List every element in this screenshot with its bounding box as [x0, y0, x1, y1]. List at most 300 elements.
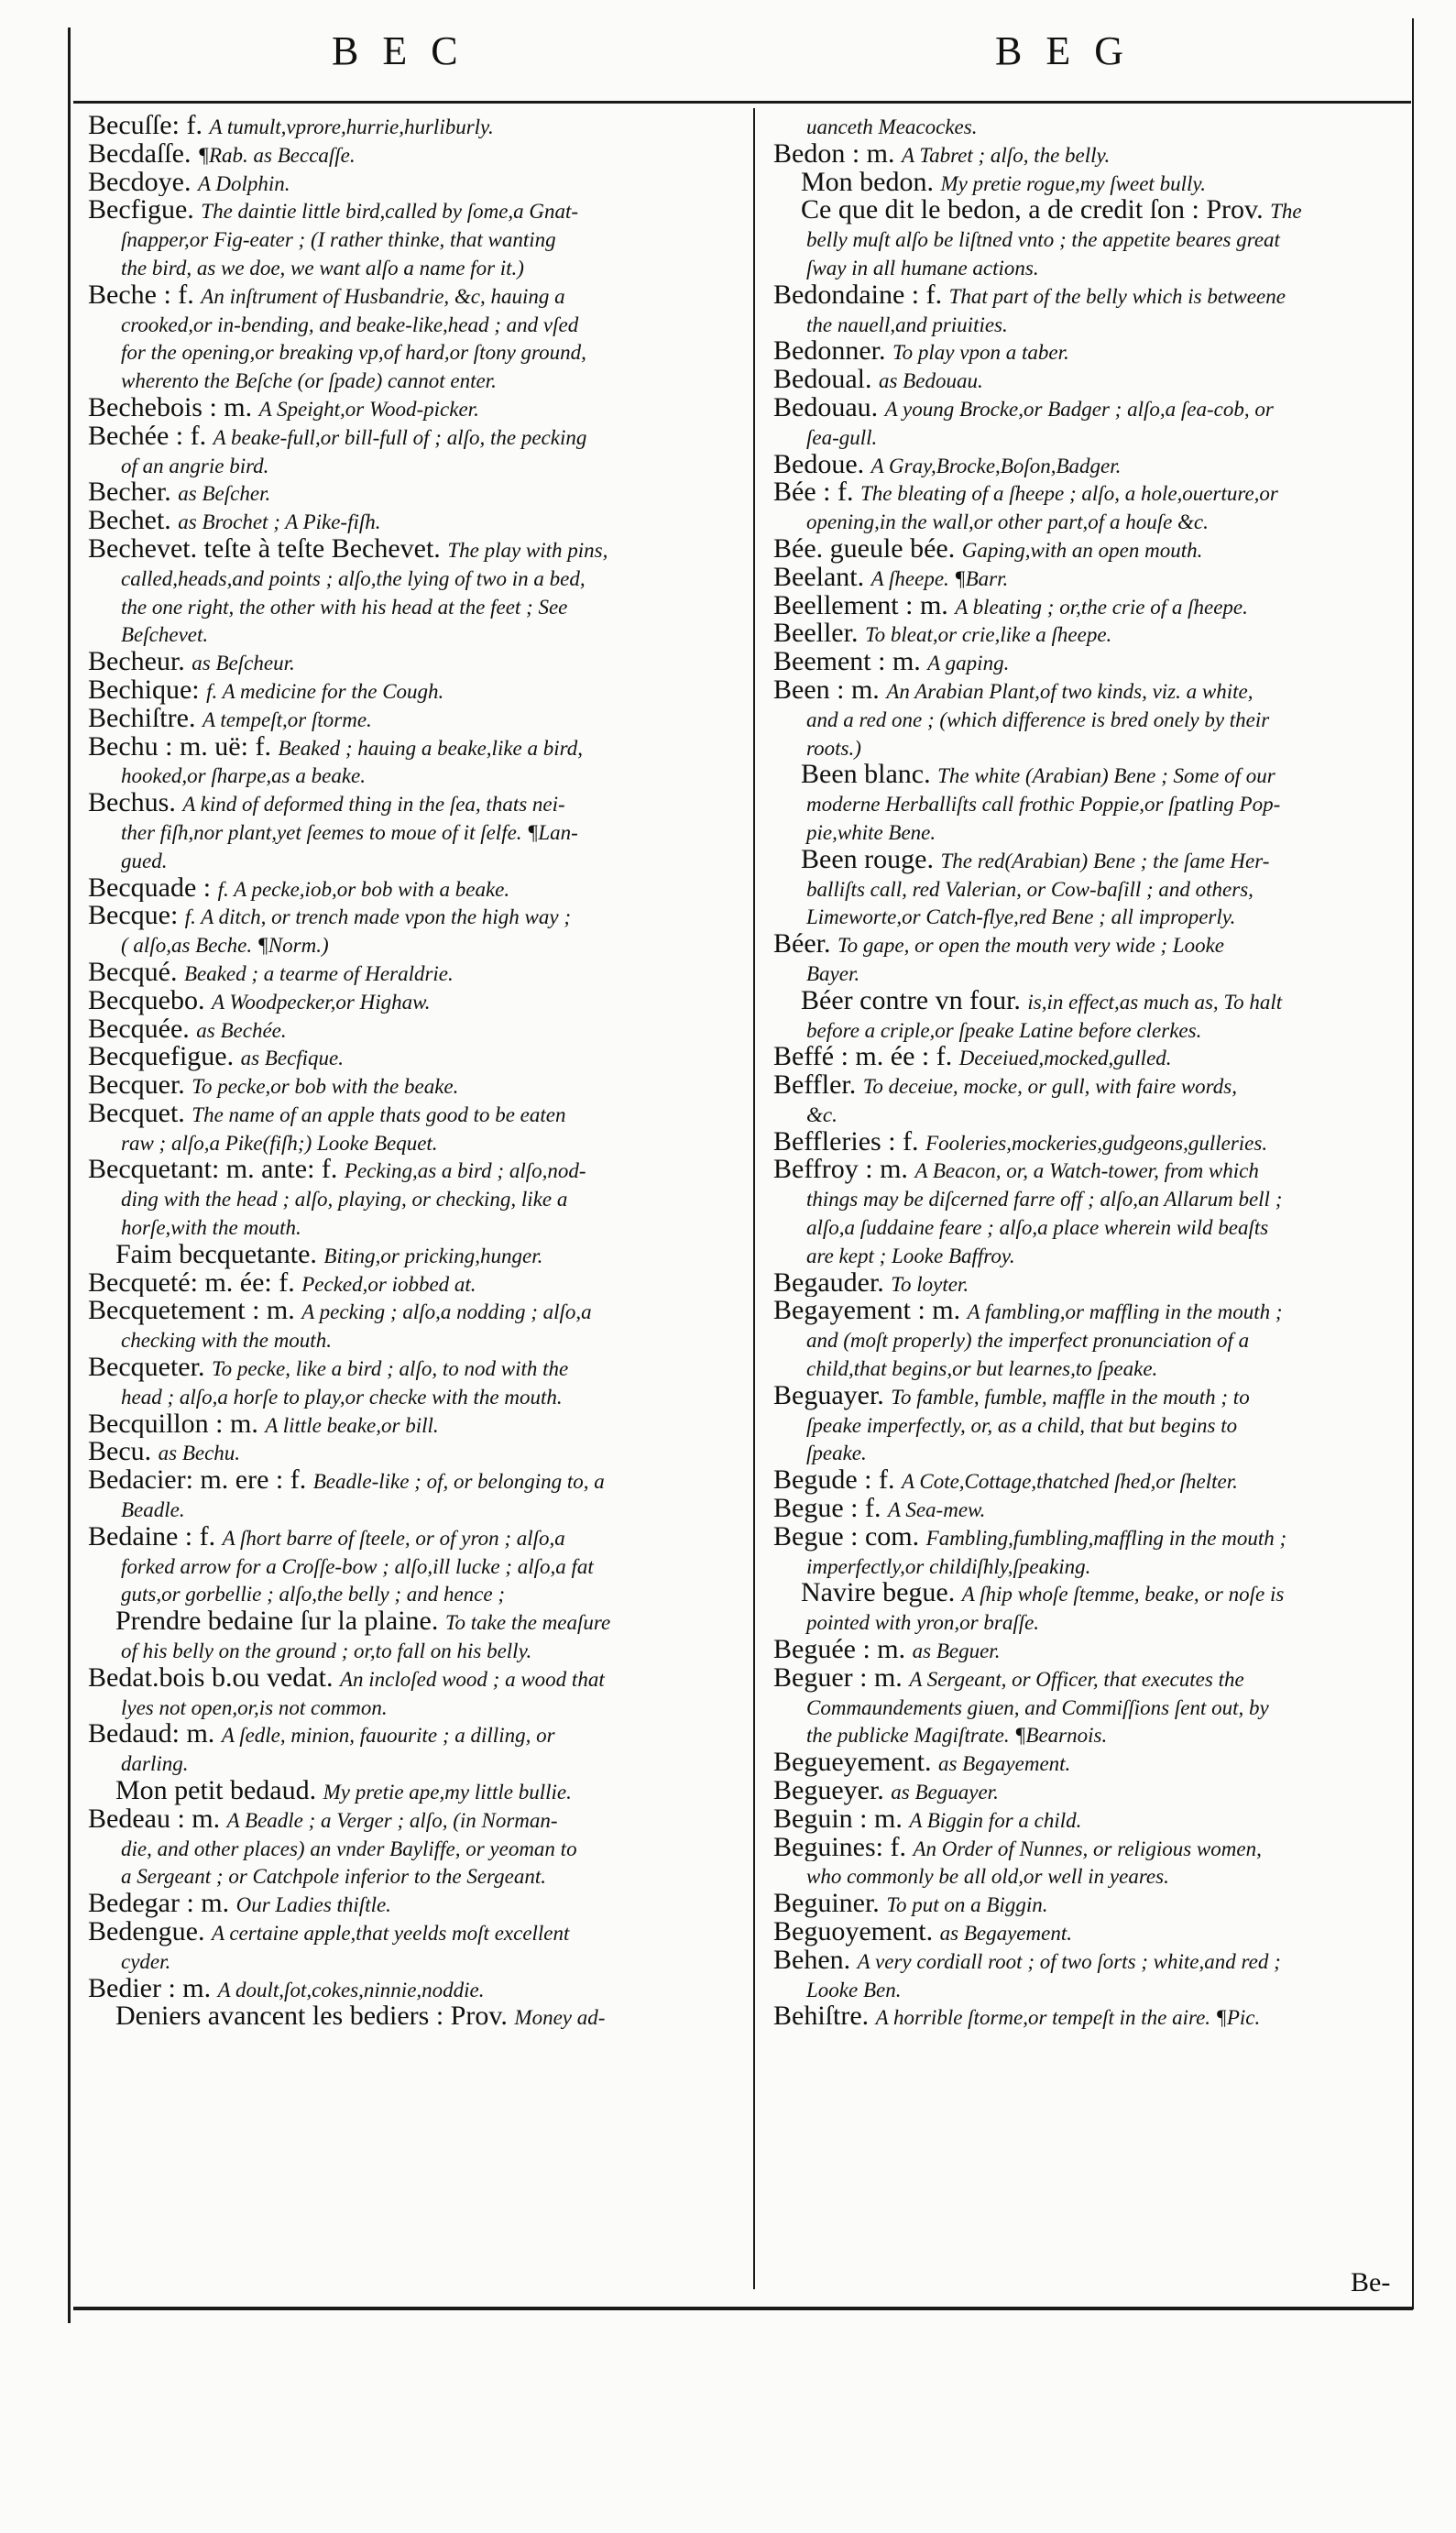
entry-line — [88, 253, 740, 281]
entry-definition: A Biggin for a child. — [909, 1808, 1082, 1832]
entry-headword: Bedoual. — [773, 366, 879, 394]
entry-line — [773, 507, 1411, 535]
entry-line — [773, 1297, 1411, 1325]
entry-definition: ther fiſh,nor plant,yet ſeemes to moue of it ſelfe. ¶Lan- — [121, 820, 578, 844]
entry-headword: Been : m. — [773, 675, 887, 705]
entry-definition: To deceiue, mocke, or gull, with faire words, — [862, 1075, 1237, 1099]
entry-headword: Mon petit bedaud. — [115, 1777, 323, 1805]
entry-headword: Begueyer. — [773, 1777, 892, 1805]
entry-line — [88, 705, 740, 733]
entry-line — [88, 2002, 740, 2031]
entry-definition: To pecke, like a bird ; alſo, to nod with the — [211, 1357, 569, 1381]
entry-definition: uanceth Meacockes. — [806, 115, 978, 138]
entry-line — [88, 789, 740, 817]
entry-definition: pie,white Bene. — [806, 820, 936, 844]
entry-line — [773, 140, 1411, 169]
entry-definition: Pecked,or iobbed at. — [301, 1272, 476, 1296]
entry-definition: The white (Arabian) Bene ; Some of our — [937, 764, 1275, 788]
entry-line — [88, 1749, 740, 1777]
entry-line — [88, 1071, 740, 1100]
entry-headword: Bedacier: m. ere : f. — [88, 1466, 313, 1496]
entry-definition: is,in effect,as much as, To halt — [1027, 990, 1283, 1014]
entry-definition: Beadle. — [121, 1498, 185, 1522]
entry-definition: A Tabret ; alſo, the belly. — [902, 143, 1111, 167]
entry-line — [88, 874, 740, 903]
entry-headword: Beguée : m. — [773, 1636, 913, 1664]
entry-line — [773, 733, 1411, 762]
entry-line — [88, 1297, 740, 1325]
entry-line — [88, 676, 740, 705]
entry-headword: Begauder. — [773, 1268, 892, 1298]
entry-line — [88, 196, 740, 225]
entry-definition: A tempeſt,or ſtorme. — [202, 707, 372, 731]
entry-definition: A Sea-mew. — [887, 1498, 986, 1522]
entry-definition: the nauell,and priuities. — [806, 313, 1008, 336]
entry-headword: Becher. — [88, 478, 179, 508]
entry-line — [773, 1834, 1411, 1862]
entry-line — [773, 1636, 1411, 1664]
page-border-right — [1412, 18, 1414, 2309]
entry-line — [773, 1466, 1411, 1495]
entry-definition: ( alſo,as Beche. ¶Norm.) — [121, 934, 329, 958]
entry-definition: Beaked ; hauing a beake,like a bird, — [278, 736, 583, 760]
entry-headword: Bedegar : m. — [88, 1890, 236, 1918]
entry-headword: Beguayer. — [773, 1381, 892, 1410]
entry-line — [88, 1777, 740, 1805]
entry-line — [88, 1354, 740, 1382]
entry-headword: Beelant. — [773, 563, 871, 592]
entry-headword: Beffleries : f. — [773, 1127, 926, 1157]
entry-line — [773, 874, 1411, 903]
entry-line — [773, 1128, 1411, 1157]
entry-line — [773, 1890, 1411, 1918]
entry-line — [773, 1946, 1411, 1975]
catchword: Be- — [1351, 2267, 1391, 2297]
entry-definition: imperfectly,or childiſhly,ſpeaking. — [806, 1554, 1091, 1578]
entry-definition: cyder. — [121, 1949, 171, 1973]
entry-definition: The red(Arabian) Bene ; the ſame Her- — [940, 849, 1270, 872]
entry-line — [88, 1552, 740, 1580]
entry-headword: Bedat.bois b.ou vedat. — [88, 1663, 340, 1693]
entry-definition: as Becfique. — [240, 1047, 345, 1070]
entry-definition: as Beſcheur. — [192, 652, 295, 675]
entry-definition: The daintie little bird,called by ſome,a Gnat- — [201, 200, 579, 224]
entry-line — [773, 1749, 1411, 1777]
entry-headword: Bedeau : m. — [88, 1804, 227, 1834]
entry-definition: raw ; alſo,a Pike(fiſh;) Looke Bequet. — [121, 1131, 438, 1155]
entry-headword: Mon bedon. — [801, 168, 941, 197]
entry-headword: Bedengue. — [88, 1918, 212, 1946]
entry-headword: Beguiner. — [773, 1890, 887, 1918]
entry-definition: A fambling,or maffling in the mouth ; — [967, 1300, 1283, 1324]
entry-line — [773, 1241, 1411, 1269]
entry-definition: for the opening,or breaking vp,of hard,or ſtony ground, — [121, 341, 586, 365]
entry-headword: Beguer : m. — [773, 1663, 910, 1693]
entry-line — [88, 733, 740, 762]
entry-line — [773, 1410, 1411, 1439]
entry-definition: opening,in the wall,or other part,of a houſe &c. — [806, 510, 1209, 534]
entry-line — [773, 1156, 1411, 1184]
entry-line — [88, 1636, 740, 1664]
entry-definition: The name of an apple thats good to be eaten — [192, 1102, 566, 1126]
entry-headword: Begueyement. — [773, 1749, 938, 1778]
entry-line — [773, 1100, 1411, 1128]
entry-line — [773, 337, 1411, 366]
entry-headword: Been rouge. — [801, 845, 941, 874]
entry-line — [88, 1269, 740, 1298]
entry-definition: A very cordiall root ; of two ſorts ; white,and red ; — [857, 1949, 1281, 1973]
entry-line — [88, 1241, 740, 1269]
entry-line — [773, 676, 1411, 705]
entry-line — [88, 140, 740, 169]
entry-line — [88, 1495, 740, 1523]
entry-definition: ding with the head ; alſo, playing, or checking, like a — [121, 1188, 568, 1212]
entry-line — [88, 1382, 740, 1410]
entry-line — [88, 451, 740, 479]
entry-line — [773, 1184, 1411, 1212]
entry-line — [773, 478, 1411, 507]
entry-definition: An inſtrument of Husbandrie, &c, hauing a — [201, 284, 565, 308]
entry-headword: Beguin : m. — [773, 1804, 910, 1834]
entry-line — [88, 1043, 740, 1071]
entry-line — [88, 846, 740, 874]
entry-line — [773, 1043, 1411, 1071]
entry-headword: Becquebo. — [88, 986, 212, 1015]
entry-line — [88, 366, 740, 394]
entry-definition: of an angrie bird. — [121, 454, 269, 477]
entry-definition: and a red one ; (which difference is bred onely by their — [806, 707, 1270, 731]
entry-line — [773, 169, 1411, 197]
entry-headword: Beguoyement. — [773, 1918, 940, 1946]
entry-definition: An Arabian Plant,of two kinds, viz. a white, — [886, 679, 1253, 703]
entry-line — [773, 366, 1411, 394]
entry-headword: Begude : f. — [773, 1466, 902, 1496]
entry-line — [88, 281, 740, 310]
entry-headword: Bechu : m. uë: f. — [88, 732, 279, 762]
entry-line — [88, 394, 740, 422]
entry-definition: as Beguayer. — [891, 1781, 999, 1804]
entry-definition: To loyter. — [891, 1272, 969, 1296]
entry-headword: Becqueté: m. ée: f. — [88, 1268, 302, 1298]
entry-line — [88, 535, 740, 564]
entry-headword: Faim becquetante. — [115, 1240, 324, 1269]
entry-line — [88, 310, 740, 338]
entry-definition: a Sergeant ; or Catchpole inferior to the Sergeant. — [121, 1865, 546, 1889]
entry-definition: A horrible ſtorme,or tempeſt in the aire. ¶Pic. — [875, 2006, 1261, 2030]
entry-headword: Prendre bedaine ſur la plaine. — [115, 1607, 445, 1637]
entry-headword: Becquetant: m. ante: f. — [88, 1156, 345, 1185]
entry-definition: f. A medicine for the Cough. — [206, 679, 444, 703]
entry-headword: Bechet. — [88, 507, 179, 535]
entry-line — [773, 422, 1411, 451]
entry-definition: head ; alſo,a horſe to play,or checke with the mouth. — [121, 1385, 563, 1409]
entry-line — [88, 1466, 740, 1495]
entry-headword: Bée. gueule bée. — [773, 534, 962, 564]
entry-definition: before a criple,or ſpeake Latine before clerkes. — [806, 1018, 1202, 1042]
entry-definition: A pecking ; alſo,a nodding ; alſo,a — [301, 1300, 592, 1324]
entry-definition: the one right, the other with his head at the feet ; See — [121, 595, 568, 619]
entry-headword: Beeller. — [773, 620, 865, 649]
entry-definition: lyes not open,or,is not common. — [121, 1695, 388, 1719]
entry-line — [773, 225, 1411, 253]
entry-definition: Money ad- — [514, 2006, 606, 2030]
entry-definition: A Beacon, or, a Watch-tower, from which — [914, 1159, 1259, 1183]
entry-definition: My pretie ape,my little bullie. — [323, 1781, 572, 1804]
entry-line — [88, 337, 740, 366]
entry-line — [88, 1325, 740, 1354]
entry-definition: My pretie rogue,my ſweet bully. — [940, 171, 1207, 195]
entry-definition: A certaine apple,that yeelds moſt excellent — [211, 1922, 570, 1945]
entry-headword: Behen. — [773, 1946, 858, 1975]
entry-headword: Becuſſe: f. — [88, 112, 210, 140]
entry-headword: Beement : m. — [773, 648, 928, 676]
footer-rule — [73, 2307, 1413, 2310]
entry-line — [88, 1946, 740, 1975]
entry-line — [88, 478, 740, 507]
entry-line — [773, 846, 1411, 874]
entry-definition: Beaked ; a tearme of Heraldrie. — [183, 961, 454, 985]
entry-definition: An Order of Nunnes, or religious women, — [913, 1837, 1262, 1860]
entry-line — [773, 1720, 1411, 1749]
entry-headword: Bechus. — [88, 789, 183, 817]
entry-line — [88, 1861, 740, 1890]
entry-line — [88, 1890, 740, 1918]
entry-line — [88, 112, 740, 140]
entry-headword: Becquer. — [88, 1071, 192, 1100]
entry-line — [773, 394, 1411, 422]
entry-line — [773, 817, 1411, 846]
entry-line — [88, 1834, 740, 1862]
entry-definition: Biting,or pricking,hunger. — [323, 1244, 543, 1267]
entry-line — [773, 789, 1411, 817]
entry-definition: A doult,ſot,cokes,ninnie,noddie. — [217, 1978, 485, 2001]
entry-line — [88, 1438, 740, 1466]
entry-line — [773, 1438, 1411, 1466]
entry-definition: as Brochet ; A Pike-fiſh. — [178, 510, 381, 534]
entry-definition: f. A ditch, or trench made vpon the high way ; — [184, 905, 571, 929]
entry-line — [773, 902, 1411, 930]
entry-headword: Been blanc. — [801, 761, 938, 790]
entry-line — [88, 225, 740, 253]
entry-headword: Beellement : m. — [773, 591, 956, 620]
entry-headword: Begayement : m. — [773, 1297, 968, 1326]
entry-line — [88, 1156, 740, 1184]
entry-definition: things may be diſcerned farre off ; alſo,an Allarum bell ; — [806, 1188, 1283, 1212]
entry-definition: Fambling,fumbling,maffling in the mouth ; — [925, 1526, 1287, 1550]
entry-definition: of his belly on the ground ; or,to fall on his belly. — [121, 1639, 532, 1663]
entry-line — [773, 281, 1411, 310]
entry-definition: who commonly be all old,or well in yeares. — [806, 1865, 1169, 1889]
entry-headword: Beffler. — [773, 1071, 863, 1100]
entry-headword: Becqueter. — [88, 1354, 212, 1382]
entry-line — [773, 112, 1411, 140]
entry-definition: A gaping. — [927, 652, 1010, 675]
entry-line — [88, 648, 740, 676]
entry-line — [773, 1523, 1411, 1552]
entry-line — [773, 1382, 1411, 1410]
entry-line — [773, 1071, 1411, 1100]
left-column — [88, 112, 740, 2031]
entry-line — [88, 817, 740, 846]
entry-headword: Beguines: f. — [773, 1833, 914, 1862]
entry-line — [88, 1918, 740, 1946]
entry-definition: as Bechée. — [196, 1018, 287, 1042]
column-divider — [753, 108, 755, 2289]
entry-headword: Becquillon : m. — [88, 1409, 266, 1439]
entry-definition: as Begayement. — [937, 1752, 1071, 1776]
entry-headword: Navire begue. — [801, 1579, 962, 1608]
header-rule — [73, 101, 1411, 104]
entry-line — [773, 1777, 1411, 1805]
entry-definition: Limeworte,or Catch-flye,red Bene ; all improperly. — [806, 905, 1236, 929]
entry-headword: Becque: — [88, 902, 185, 931]
entry-headword: Bedon : m. — [773, 139, 902, 169]
entry-headword: Bedoue. — [773, 450, 871, 479]
entry-definition: balliſts call, red Valerian, or Cow-baſill ; and others, — [806, 877, 1253, 901]
entry-definition: A ſheepe. ¶Barr. — [870, 566, 1009, 590]
entry-definition: To play vpon a taber. — [892, 341, 1069, 365]
entry-definition: ſea-gull. — [806, 425, 878, 449]
entry-line — [773, 535, 1411, 564]
entry-headword: Bechebois : m. — [88, 393, 259, 422]
entry-line — [773, 930, 1411, 959]
entry-headword: Béer. — [773, 930, 837, 959]
entry-definition: ſway in all humane actions. — [806, 256, 1039, 280]
entry-line — [88, 987, 740, 1015]
page-border-left — [68, 27, 71, 2323]
entry-line — [773, 1607, 1411, 1636]
entry-line — [773, 1325, 1411, 1354]
entry-headword: Bechevet. teſte à teſte Bechevet. — [88, 534, 448, 564]
entry-line — [773, 564, 1411, 592]
entry-line — [88, 1212, 740, 1241]
entry-headword: Becdoye. — [88, 168, 198, 197]
entry-definition: pointed with yron,or braſſe. — [806, 1611, 1040, 1635]
entry-definition: called,heads,and points ; alſo,the lying of two in a bed, — [121, 566, 586, 590]
entry-headword: Becheur. — [88, 648, 192, 676]
entry-definition: A Cote,Cottage,thatched ſhed,or ſhelter. — [901, 1470, 1238, 1494]
entry-line — [773, 1579, 1411, 1607]
entry-headword: Deniers avancent les bediers : Prov. — [115, 2002, 515, 2032]
entry-definition: Beadle-like ; of, or belonging to, a — [312, 1470, 605, 1494]
entry-headword: Bedouau. — [773, 393, 885, 422]
entry-line — [88, 1579, 740, 1607]
entry-line — [773, 592, 1411, 620]
entry-line — [773, 1269, 1411, 1298]
entry-headword: Becqué. — [88, 958, 184, 987]
entry-line — [773, 1552, 1411, 1580]
entry-headword: Becquet. — [88, 1099, 192, 1128]
entry-definition: ſnapper,or Fig-eater ; (I rather thinke, that wanting — [121, 228, 556, 252]
entry-definition: forked arrow for a Croſſe-bow ; alſo,ill lucke ; alſo,a fat — [121, 1554, 594, 1578]
entry-definition: Commaundements giuen, and Commiſſions ſent out, by — [806, 1695, 1269, 1719]
entry-definition: A Dolphin. — [197, 171, 290, 195]
entry-line — [88, 1720, 740, 1749]
entry-line — [88, 592, 740, 620]
entry-line — [88, 902, 740, 930]
entry-line — [88, 507, 740, 535]
entry-line — [88, 620, 740, 648]
entry-line — [773, 253, 1411, 281]
entry-definition: die, and other places) an vnder Bayliffe, or yeoman to — [121, 1837, 577, 1860]
entry-line — [88, 761, 740, 789]
entry-definition: A beake-full,or bill-full of ; alſo, the pecking — [213, 425, 587, 449]
entry-headword: Becdaſſe. — [88, 139, 198, 169]
entry-definition: wherento the Beſche (or ſpade) cannot enter. — [121, 369, 497, 393]
entry-line — [88, 930, 740, 959]
entry-definition: An incloſed wood ; a wood that — [339, 1667, 605, 1691]
entry-line — [773, 761, 1411, 789]
entry-line — [88, 422, 740, 451]
entry-definition: are kept ; Looke Baffroy. — [806, 1244, 1015, 1267]
entry-definition: as Beguer. — [912, 1639, 1001, 1663]
entry-headword: Bedier : m. — [88, 1974, 218, 2003]
entry-definition: To take the meaſure — [444, 1611, 611, 1635]
entry-definition: as Bedouau. — [878, 369, 983, 393]
entry-definition: belly muſt alſo be liſtned vnto ; the appetite beares great — [806, 228, 1280, 252]
entry-headword: Begue : com. — [773, 1522, 926, 1552]
entry-definition: alſo,a ſuddaine feare ; alſo,a place wherein wild beaſts — [806, 1216, 1269, 1240]
entry-headword: Behiſtre. — [773, 2002, 876, 2032]
entry-definition: crooked,or in-bending, and beake-like,head ; and vſed — [121, 313, 579, 336]
entry-definition: horſe,with the mouth. — [121, 1216, 301, 1240]
entry-definition: checking with the mouth. — [121, 1329, 332, 1353]
entry-definition: Our Ladies thiſtle. — [235, 1893, 391, 1917]
entry-definition: roots.) — [806, 736, 861, 760]
entry-definition: A Woodpecker,or Highaw. — [211, 990, 431, 1014]
entry-headword: Beffé : m. ée : f. — [773, 1043, 959, 1072]
entry-line — [88, 169, 740, 197]
entry-line — [773, 1495, 1411, 1523]
entry-definition: A ſhip whoſe ſtemme, beake, or noſe is — [961, 1583, 1285, 1606]
entry-line — [773, 648, 1411, 676]
entry-line — [88, 1015, 740, 1044]
entry-definition: ¶Rab. as Beccaſſe. — [197, 143, 356, 167]
header-right: BEG — [995, 28, 1147, 73]
entry-headword: Bée : f. — [773, 478, 860, 508]
entry-definition: Bayer. — [806, 961, 860, 985]
entry-definition: The — [1270, 200, 1302, 224]
entry-line — [773, 310, 1411, 338]
entry-line — [773, 196, 1411, 225]
entry-line — [88, 959, 740, 987]
entry-definition: A ſedle, minion, fauourite ; a dilling, or — [221, 1724, 555, 1748]
entry-headword: Ce que dit le bedon, a de credit ſon : Prov. — [801, 196, 1271, 225]
entry-definition: &c. — [806, 1102, 837, 1126]
entry-headword: Beffroy : m. — [773, 1156, 915, 1185]
entry-line — [773, 1015, 1411, 1044]
entry-definition: as Begayement. — [939, 1922, 1072, 1945]
entry-definition: A ſhort barre of ſteele, or of yron ; alſo,a — [222, 1526, 565, 1550]
entry-definition: A Beadle ; a Verger ; alſo, (in Norman- — [226, 1808, 558, 1832]
entry-line — [88, 1184, 740, 1212]
entry-definition: The play with pins, — [447, 538, 608, 562]
entry-headword: Becquefigue. — [88, 1043, 241, 1072]
entry-line — [88, 1805, 740, 1834]
entry-line — [88, 564, 740, 592]
entry-line — [88, 1100, 740, 1128]
entry-definition: Gaping,with an open mouth. — [961, 538, 1203, 562]
right-column — [773, 112, 1411, 2031]
entry-definition: A Speight,or Wood-picker. — [258, 397, 479, 421]
entry-definition: child,that begins,or but learnes,to ſpeake. — [806, 1357, 1158, 1381]
entry-headword: Bedondaine : f. — [773, 280, 949, 310]
entry-line — [773, 2002, 1411, 2031]
entry-line — [773, 451, 1411, 479]
entry-line — [773, 705, 1411, 733]
entry-line — [773, 1664, 1411, 1693]
entry-line — [88, 1523, 740, 1552]
